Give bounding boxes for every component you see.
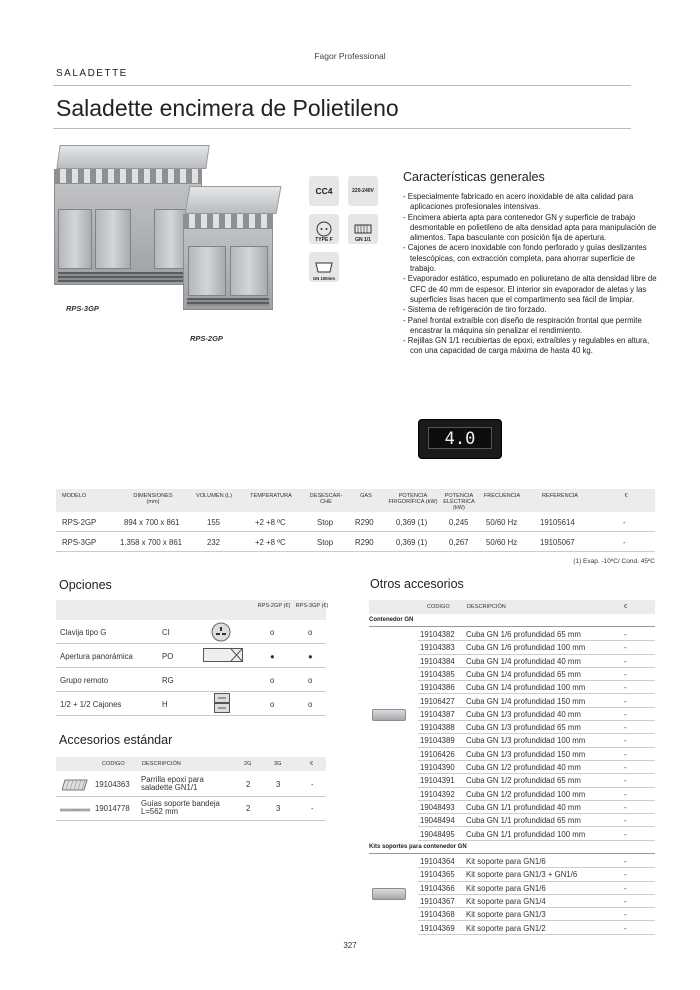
cell: - [311, 804, 314, 813]
col-header: 2G [244, 761, 252, 767]
cell: Cuba GN 1/4 profundidad 150 mm [466, 696, 586, 706]
cell: Cuba GN 1/3 profundidad 100 mm [466, 736, 586, 746]
image-label: RPS-3GP [66, 304, 99, 313]
features-list [403, 192, 659, 357]
table-row [418, 655, 655, 668]
cell: - [624, 802, 627, 812]
cell: 1.358 x 700 x 861 [120, 538, 182, 547]
col-header: € [624, 493, 628, 499]
gn-container-icon [372, 709, 406, 721]
cell: 0,245 [449, 518, 469, 527]
cell: 2 [246, 780, 251, 789]
cell: - [624, 683, 627, 693]
option-value: o [270, 628, 275, 637]
table-row [418, 628, 655, 641]
option-row [56, 620, 326, 644]
option-label: Grupo remoto [60, 676, 109, 685]
cell: 0,369 (1) [396, 518, 428, 527]
col-header: DIMENSIONES (mm) [133, 493, 173, 506]
table-row [418, 748, 655, 761]
option-code: RG [162, 676, 174, 685]
col-header: REFERENCIA [541, 493, 579, 499]
cell: 19104387 [420, 709, 455, 719]
col-header: DESESCAR-CHE [309, 493, 343, 506]
cell: +2 +8 ºC [255, 538, 286, 547]
icon-caption: GN 1/1 [355, 237, 371, 243]
cell: Stop [317, 538, 334, 547]
cell: 155 [207, 518, 221, 527]
cell: Cuba GN 1/1 profundidad 65 mm [466, 816, 581, 826]
cell: - [624, 910, 627, 920]
option-row [56, 692, 326, 716]
cell: Kit soporte para GN1/6 [466, 857, 546, 866]
cell: R290 [355, 538, 374, 547]
cell: - [624, 776, 627, 786]
cell: 19048493 [420, 802, 455, 812]
table-row [418, 681, 655, 694]
cell: 2 [246, 804, 251, 813]
image-label: RPS-2GP [190, 334, 223, 343]
divider [53, 128, 631, 129]
table-row [418, 695, 655, 708]
table-row [418, 855, 655, 868]
col-header: CODIGO [427, 604, 450, 610]
cell: - [311, 780, 314, 789]
option-value: o [308, 628, 313, 637]
cell: Cuba GN 1/3 profundidad 40 mm [466, 709, 581, 719]
cell: 19104389 [420, 736, 455, 746]
std-accessories-header [56, 757, 326, 771]
table-row [418, 668, 655, 681]
panoramic-lid-icon [203, 648, 243, 664]
feature-item: - Cajones de acero inoxidable con fondo perforado y guías deslizantes telescópicas, con extracción completa, para ahorrar superficie de trabajo. [403, 243, 647, 274]
controller-display [418, 419, 502, 459]
group-label: Kits soportes para contenedor GN [369, 842, 655, 854]
col-header: RPS-3GP (€) [295, 603, 329, 609]
brand-name: Fagor Professional [314, 51, 386, 61]
cell: 19105067 [540, 538, 575, 547]
cell: 19104367 [420, 896, 455, 906]
cell: 19104366 [420, 883, 455, 893]
cell: 19104368 [420, 910, 455, 920]
cell: 19104369 [420, 923, 455, 933]
cell: - [624, 669, 627, 679]
option-value: ● [270, 652, 275, 661]
option-label: Apertura panorámica [60, 652, 133, 661]
cell: 19105614 [540, 518, 575, 527]
cell: +2 +8 ºC [255, 518, 286, 527]
features-title: Características generales [403, 170, 545, 184]
col-header: DESCRIPCIÓN [467, 604, 506, 610]
cell: 19048495 [420, 829, 455, 839]
other-accessories-header [369, 600, 655, 614]
cell: 50/60 Hz [486, 538, 518, 547]
cell: Kit soporte para GN1/4 [466, 896, 546, 906]
cell: 894 x 700 x 861 [124, 518, 180, 527]
table-row [418, 721, 655, 734]
option-code: PO [162, 652, 174, 661]
option-value: o [270, 700, 275, 709]
cell: - [624, 643, 627, 653]
table-row [418, 882, 655, 895]
cell: 19104382 [420, 630, 455, 639]
col-header: € [310, 761, 314, 767]
cell: 232 [207, 538, 221, 547]
cell: Cuba GN 1/4 profundidad 100 mm [466, 683, 586, 693]
cell: - [624, 736, 627, 746]
table-row [56, 773, 326, 797]
product-image-rps-2gp [183, 186, 283, 316]
cell: 19104388 [420, 723, 455, 733]
cell: - [624, 723, 627, 733]
cell: 19104365 [420, 870, 455, 880]
cell: - [624, 816, 627, 826]
cell: - [624, 656, 627, 666]
cell: - [624, 870, 627, 880]
cell: - [624, 857, 627, 866]
col-header: GAS [360, 493, 372, 499]
options-header [56, 600, 329, 620]
cell: Cuba GN 1/2 profundidad 65 mm [466, 776, 581, 786]
option-value: o [308, 700, 313, 709]
table-row [418, 922, 655, 935]
feature-item: - Evaporador estático, espumado en poliuretano de alta densidad libre de CFC de 40 mm de espesor. El interior sin evaporador de aletas y las superficies lisas hacen que el compartimento sea fácil de limpiar. [403, 274, 657, 304]
option-label: 1/2 + 1/2 Cajones [60, 700, 122, 709]
cell: - [624, 883, 627, 893]
drawer-icon [214, 693, 230, 715]
col-header: POTENCIA ELÉCTRICA (kW) [443, 493, 475, 512]
other-accessories-title: Otros accesorios [370, 577, 464, 591]
icon-caption: TYPE F [315, 237, 333, 243]
cell: Stop [317, 518, 334, 527]
cell: 19104392 [420, 789, 455, 799]
cell: 3 [276, 780, 281, 789]
feature-item: - Especialmente fabricado en acero inoxidable de alta calidad para aplicaciones profesionales intensivas. [403, 192, 634, 212]
divider [53, 85, 631, 86]
option-row [56, 668, 326, 692]
cell: Guías soporte bandeja L=562 mm [141, 799, 220, 816]
table-row [418, 908, 655, 921]
table-row [418, 828, 655, 841]
table-row [56, 512, 655, 532]
cell: 19104363 [95, 780, 130, 789]
cell: Kit soporte para GN1/2 [466, 923, 546, 933]
table-row [418, 708, 655, 721]
option-value: ● [308, 652, 313, 661]
table-row [418, 774, 655, 787]
cell: 0,267 [449, 538, 469, 547]
col-header: € [624, 604, 628, 610]
table-footnote: (1) Evap. -10ºC/ Cond. 45ºC [573, 558, 655, 565]
cell: - [624, 923, 627, 933]
feature-item: - Rejillas GN 1/1 recubiertas de epoxi, extraíbles y regulables en altura, con una capacidad de carga máxima de hasta 40 kg. [403, 336, 650, 356]
cell: - [624, 829, 627, 839]
feature-item: - Sistema de refrigeración de tiro forzado. [403, 305, 547, 315]
feature-item: - Panel frontal extraíble con diseño de respiración frontal que permite encastrar la máquina sin penalizar el rendimiento. [403, 315, 642, 335]
option-value: o [270, 676, 275, 685]
col-header: FRECUENCIA [483, 493, 521, 499]
table-row [418, 761, 655, 774]
cell: 3 [276, 804, 281, 813]
cell: - [624, 696, 627, 706]
table-row [418, 868, 655, 881]
cell: Parrilla epoxi para saladette GN1/1 [141, 775, 204, 792]
section-label: SALADETTE [56, 68, 128, 79]
cell: Kit soporte para GN1/6 [466, 883, 546, 893]
page-number: 327 [343, 941, 357, 950]
feature-item: - Encimera abierta apta para contenedor GN y superficie de trabajo desmontable en polietileno de alta densidad apta para manipulación de alimentos. Tapa basculante con posición fija de apertura. [403, 212, 657, 243]
cell: - [624, 763, 627, 772]
cell: 19104391 [420, 776, 455, 786]
plug-type-g-icon [211, 622, 231, 644]
cell: 19104383 [420, 643, 455, 653]
cell: - [623, 538, 626, 547]
col-header: VOLUMEN (L) [195, 493, 233, 499]
col-header: POTENCIA FRIGORÍFICA (kW) [388, 493, 438, 506]
col-header: CODIGO [102, 761, 125, 767]
col-header: TEMPERATURA [250, 493, 292, 499]
group-label: Contenedor GN [369, 615, 655, 627]
cell: 19048494 [420, 816, 455, 826]
cell: Kit soporte para GN1/3 [466, 910, 546, 920]
cell: - [624, 896, 627, 906]
gn-support-kit-icon [372, 888, 406, 900]
cell: 19106426 [420, 749, 455, 759]
cell: 19104385 [420, 669, 455, 679]
tray-guide-icon [60, 806, 90, 816]
table-row [418, 788, 655, 801]
spec-table-header [56, 489, 655, 512]
option-code: CI [162, 628, 170, 637]
cell: Cuba GN 1/1 profundidad 40 mm [466, 802, 581, 812]
voltage-icon: 220-240V [348, 176, 378, 206]
table-row [418, 895, 655, 908]
cc4-icon: CC4 [309, 176, 339, 206]
cell: - [624, 709, 627, 719]
cell: 19104384 [420, 656, 455, 666]
cell: Cuba GN 1/2 profundidad 40 mm [466, 763, 581, 772]
cell: RPS-3GP [62, 538, 97, 547]
cell: Cuba GN 1/1 profundidad 100 mm [466, 829, 586, 839]
cell: Cuba GN 1/4 profundidad 40 mm [466, 656, 581, 666]
table-row [56, 532, 655, 552]
cell: 19104386 [420, 683, 455, 693]
grid-shelf-icon [62, 779, 88, 793]
col-header: 3G [274, 761, 282, 767]
cell: Cuba GN 1/4 profundidad 65 mm [466, 669, 581, 679]
col-header: DESCRIPCIÓN [142, 761, 181, 767]
cell: - [623, 518, 626, 527]
cell: 50/60 Hz [486, 518, 518, 527]
option-label: Clavija tipo G [60, 628, 107, 637]
options-title: Opciones [59, 578, 112, 592]
cell: Cuba GN 1/2 profundidad 100 mm [466, 789, 586, 799]
cell: Cuba GN 1/6 profundidad 65 mm [466, 630, 581, 639]
std-accessories-title: Accesorios estándar [59, 733, 173, 747]
table-row [418, 801, 655, 814]
option-code: H [162, 700, 168, 709]
cell: RPS-2GP [62, 518, 97, 527]
cell: Cuba GN 1/3 profundidad 65 mm [466, 723, 581, 733]
option-row [56, 644, 326, 668]
icon-caption: GN 100mm [313, 276, 335, 281]
table-row [418, 734, 655, 747]
cell: - [624, 789, 627, 799]
page-title: Saladette encimera de Polietileno [56, 95, 399, 121]
option-value: o [308, 676, 313, 685]
cell: 19014778 [95, 804, 130, 813]
cell: 19106427 [420, 696, 455, 706]
table-row [418, 814, 655, 827]
cell: R290 [355, 518, 374, 527]
cell: 19104364 [420, 857, 455, 866]
col-header: MODELO [62, 493, 87, 499]
cell: - [624, 630, 627, 639]
cell: Cuba GN 1/6 profundidad 100 mm [466, 643, 586, 653]
cell: 19104390 [420, 763, 455, 772]
display-value: 4.0 [428, 427, 492, 449]
cell: 0,369 (1) [396, 538, 428, 547]
table-row [56, 797, 326, 821]
cell: Kit soporte para GN1/3 + GN1/6 [466, 870, 578, 880]
col-header: RPS-2GP (€) [257, 603, 291, 609]
cell: - [624, 749, 627, 759]
cell: Cuba GN 1/3 profundidad 150 mm [466, 749, 586, 759]
table-row [418, 641, 655, 654]
